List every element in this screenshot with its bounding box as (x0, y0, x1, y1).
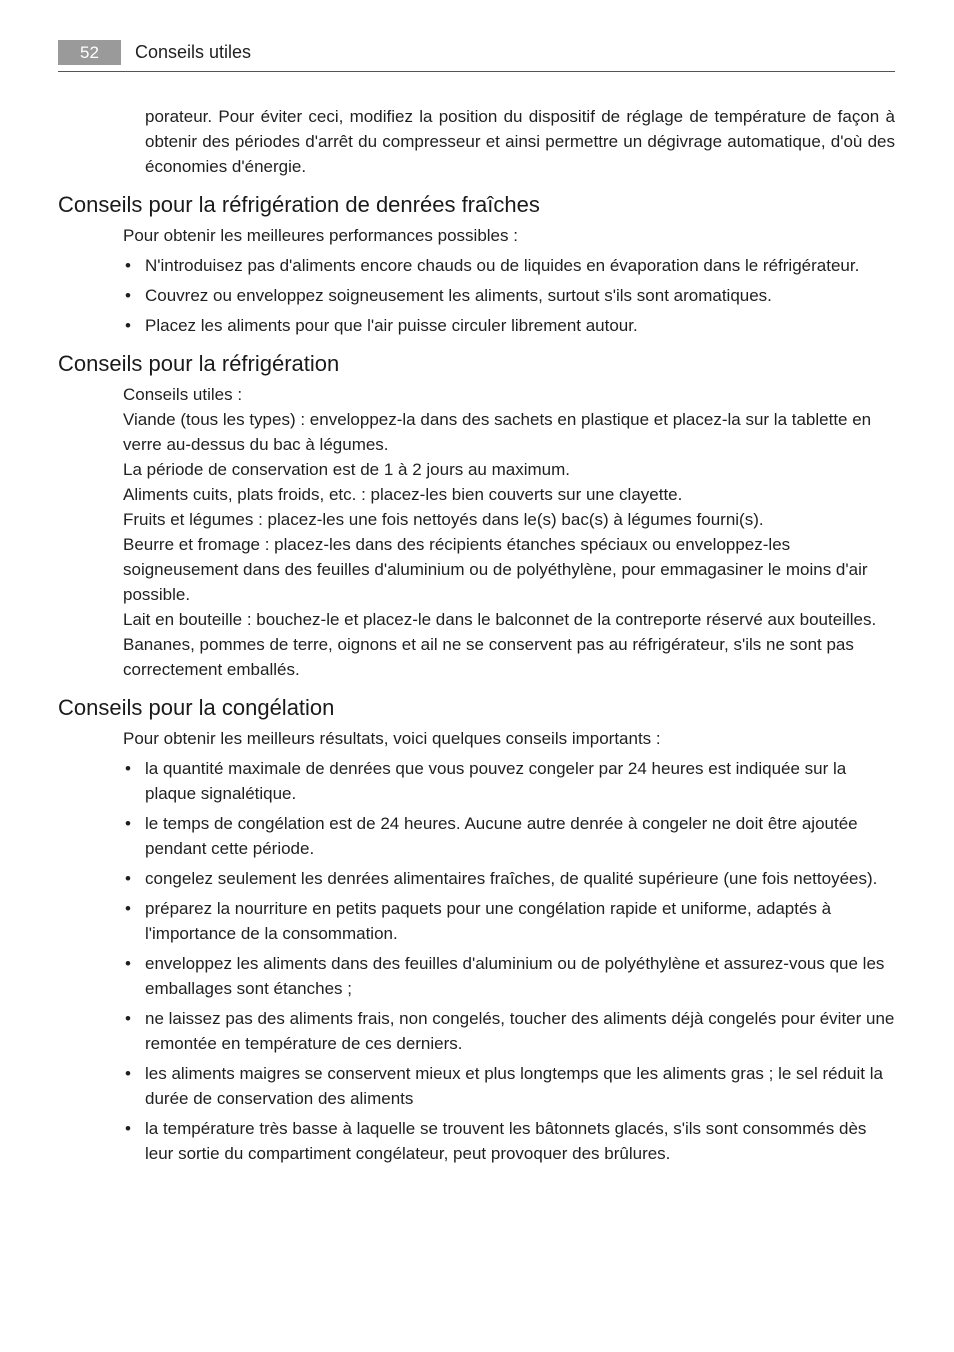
bullet-icon: • (125, 814, 131, 833)
bullet-icon: • (125, 899, 131, 918)
bullet-icon: • (125, 1064, 131, 1083)
tip-line: Conseils utiles : (123, 385, 243, 404)
tip-line: Lait en bouteille : bouchez-le et placez-le dans le balconnet de la contreporte réservé aux bouteilles. (123, 610, 877, 629)
continued-paragraph: porateur. Pour éviter ceci, modifiez la position du dispositif de réglage de température de façon à obtenir des périodes d'arrêt du compresseur et ainsi permettre un dégivrage automatique, d'où des économies d'énergie. (145, 107, 895, 176)
section-heading-fresh-food: Conseils pour la réfrigération de denrées fraîches (58, 192, 540, 217)
list-item-text: préparez la nourriture en petits paquets pour une congélation rapide et uniforme, adaptés à l'importance de la consommation. (145, 899, 832, 943)
page-content (0, 104, 954, 1171)
bullet-icon: • (125, 954, 131, 973)
section-heading-refrigeration: Conseils pour la réfrigération (58, 351, 340, 376)
page-number: 52 (58, 40, 121, 65)
tip-line: Beurre et fromage : placez-les dans des récipients étanches spéciaux ou enveloppez-les soigneusement dans des feuilles d'aluminium ou de polyéthylène, pour emmagasiner le moins d'air possible. (123, 535, 868, 604)
list-item (125, 283, 895, 308)
list-item (125, 756, 895, 806)
list-item-text: la température très basse à laquelle se trouvent les bâtonnets glacés, s'ils sont consommés dès leur sortie du compartiment congélateur, peut provoquer des brûlures. (145, 1119, 867, 1163)
refrigeration-tips (123, 382, 895, 682)
list-item (125, 313, 895, 338)
tip-line: Bananes, pommes de terre, oignons et ail ne se conservent pas au réfrigérateur, s'ils ne sont pas correctement emballés. (123, 635, 854, 679)
list-item (125, 866, 895, 891)
bullet-icon: • (125, 286, 131, 305)
list-item (125, 253, 895, 278)
list-item-text: ne laissez pas des aliments frais, non congelés, toucher des aliments déjà congelés pour éviter une remontée en température de ces derniers. (145, 1009, 895, 1053)
list-item (125, 951, 895, 1001)
list-item (125, 896, 895, 946)
bullet-list-fresh-food (0, 253, 954, 338)
list-item (125, 1006, 895, 1056)
bullet-list-freezing (0, 756, 954, 1166)
list-item-text: Couvrez ou enveloppez soigneusement les aliments, surtout s'ils sont aromatiques. (145, 286, 772, 305)
tip-line: Fruits et légumes : placez-les une fois nettoyés dans le(s) bac(s) à légumes fourni(s). (123, 510, 764, 529)
list-item-text: enveloppez les aliments dans des feuilles d'aluminium ou de polyéthylène et assurez-vous que les emballages sont étanches ; (145, 954, 885, 998)
list-item-text: le temps de congélation est de 24 heures. Aucune autre denrée à congeler ne doit être ajoutée pendant cette période. (145, 814, 858, 858)
page-header (58, 40, 895, 72)
bullet-icon: • (125, 759, 131, 778)
section-intro: Pour obtenir les meilleurs résultats, voici quelques conseils importants : (123, 729, 661, 748)
bullet-icon: • (125, 316, 131, 335)
list-item (125, 811, 895, 861)
tip-line: Viande (tous les types) : enveloppez-la dans des sachets en plastique et placez-la sur la tablette en verre au-dessus du bac à légumes. (123, 410, 872, 454)
list-item-text: N'introduisez pas d'aliments encore chauds ou de liquides en évaporation dans le réfrigérateur. (145, 256, 860, 275)
list-item-text: la quantité maximale de denrées que vous pouvez congeler par 24 heures est indiquée sur la plaque signalétique. (145, 759, 847, 803)
bullet-icon: • (125, 1119, 131, 1138)
list-item-text: Placez les aliments pour que l'air puisse circuler librement autour. (145, 316, 638, 335)
bullet-icon: • (125, 256, 131, 275)
list-item (125, 1116, 895, 1166)
bullet-icon: • (125, 869, 131, 888)
tip-line: Aliments cuits, plats froids, etc. : placez-les bien couverts sur une clayette. (123, 485, 683, 504)
running-title: Conseils utiles (135, 42, 252, 62)
section-heading-freezing: Conseils pour la congélation (58, 695, 335, 720)
section-intro: Pour obtenir les meilleures performances possibles : (123, 226, 518, 245)
tip-line: La période de conservation est de 1 à 2 jours au maximum. (123, 460, 570, 479)
bullet-icon: • (125, 1009, 131, 1028)
list-item (125, 1061, 895, 1111)
list-item-text: les aliments maigres se conservent mieux et plus longtemps que les aliments gras ; le sel réduit la durée de conservation des aliments (145, 1064, 883, 1108)
list-item-text: congelez seulement les denrées alimentaires fraîches, de qualité supérieure (une fois nettoyées). (145, 869, 878, 888)
